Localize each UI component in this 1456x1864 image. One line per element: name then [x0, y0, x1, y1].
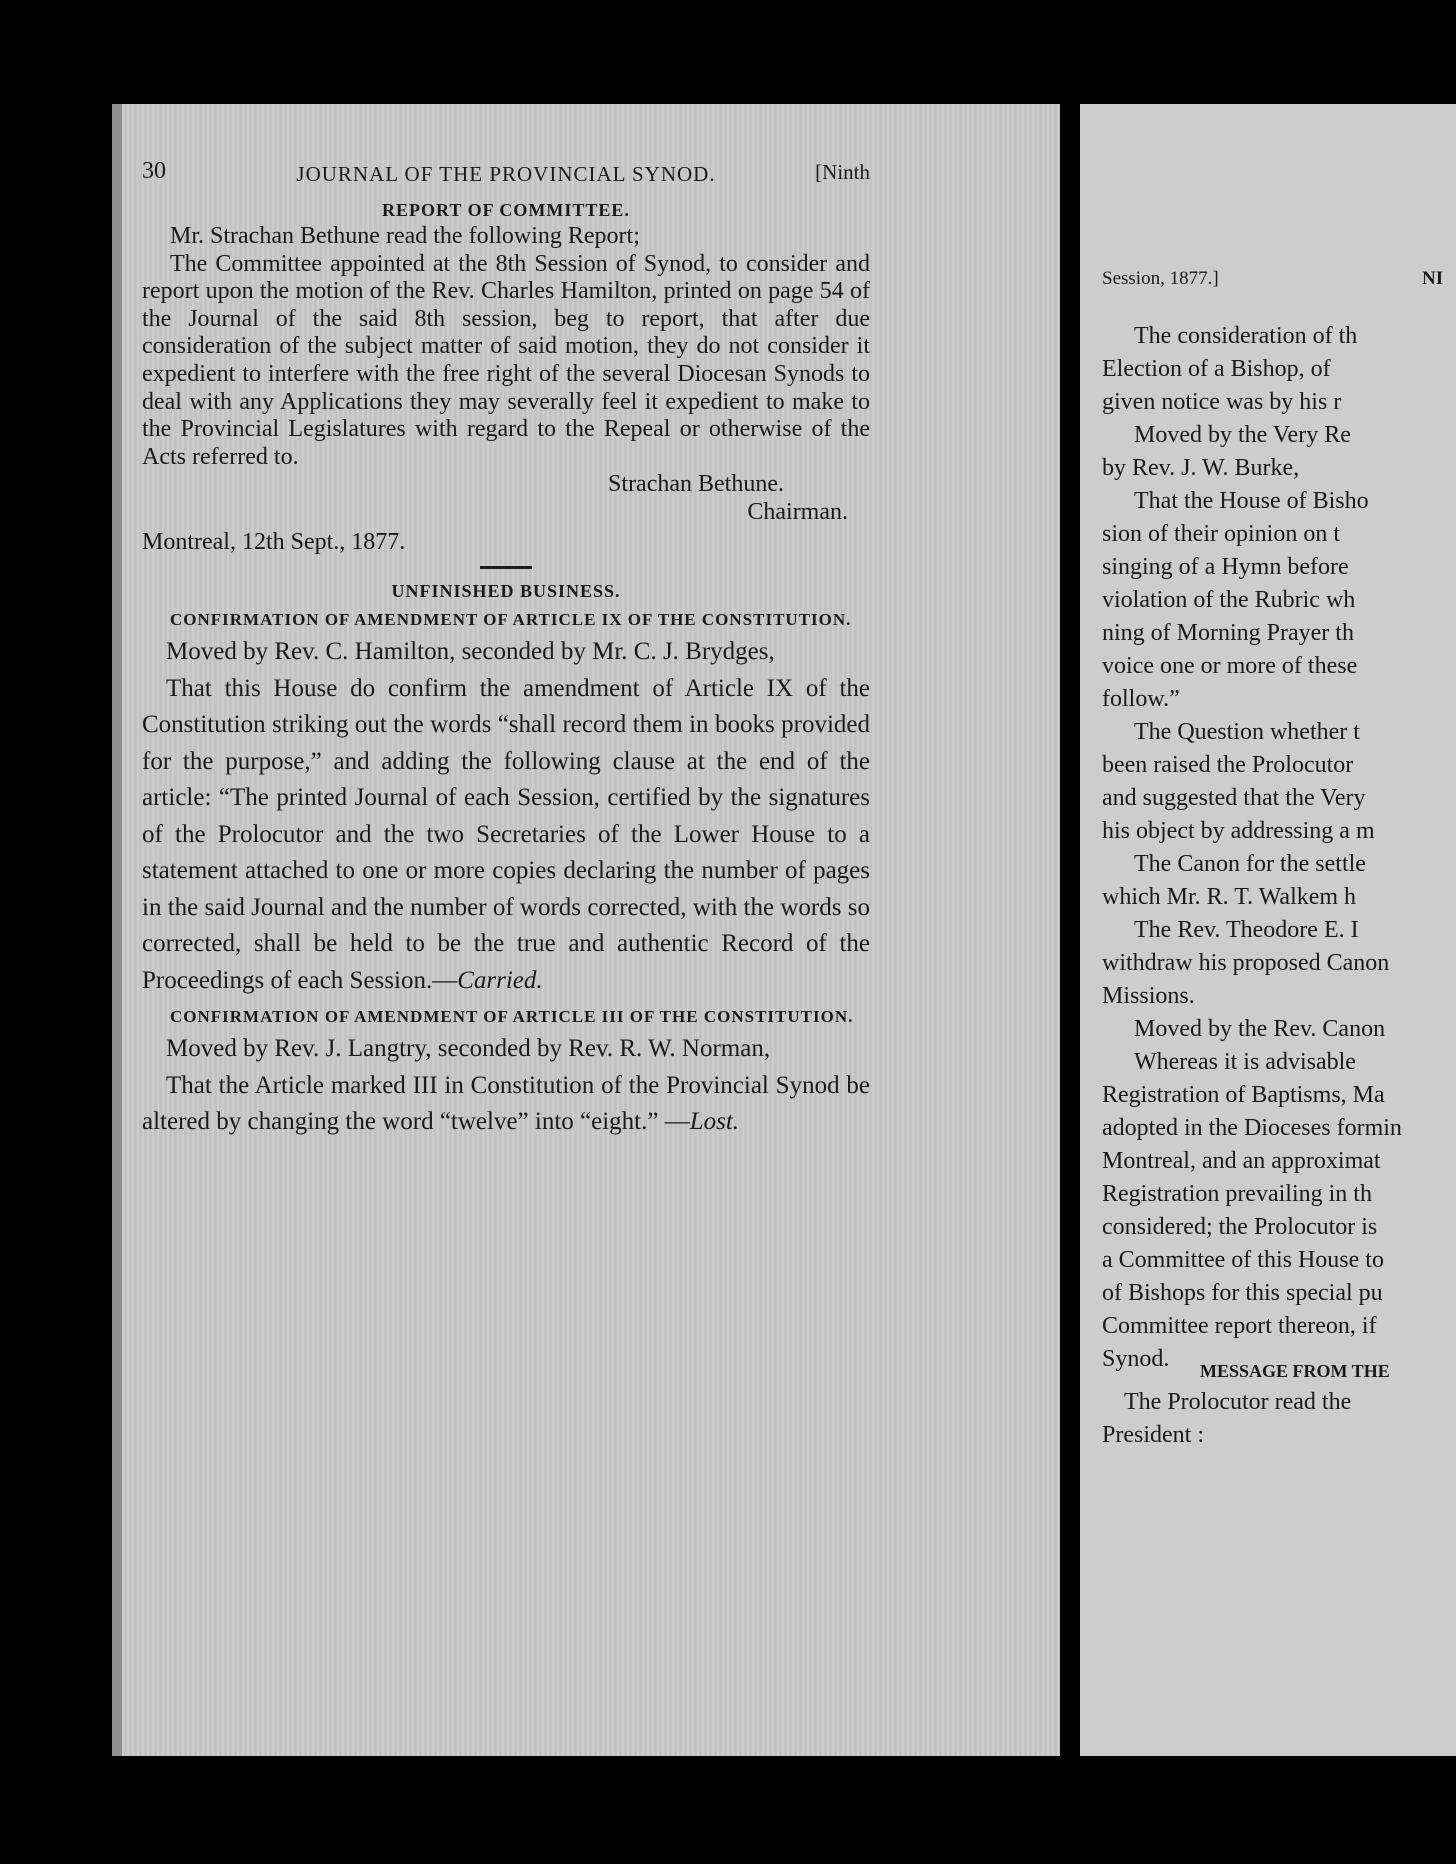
right-running-header — [1102, 262, 1442, 295]
right-body-line: a Committee of this House to — [1102, 1247, 1384, 1273]
result-ix: Carried. — [457, 966, 543, 994]
right-body-line: adopted in the Dioceses formin — [1102, 1115, 1402, 1141]
right-body-line: follow.” — [1102, 686, 1180, 712]
unfinished-business-heading: UNFINISHED BUSINESS. — [391, 581, 621, 602]
right-body-line: Synod. — [1102, 1346, 1170, 1372]
right-body-line: Registration of Baptisms, Ma — [1102, 1082, 1385, 1108]
signature-title: Chairman. — [747, 498, 848, 525]
right-body-line: his object by addressing a m — [1102, 818, 1375, 844]
right-page — [1080, 104, 1456, 1756]
right-running-right: NI — [1422, 268, 1444, 289]
confirmation-ix-heading: CONFIRMATION OF AMENDMENT OF ARTICLE IX OF THE CONSTITUTION. — [170, 610, 852, 630]
right-running-left: Session, 1877.] — [1102, 268, 1219, 289]
right-message-heading — [1200, 1354, 1456, 1388]
message-heading: MESSAGE FROM THE — [1200, 1361, 1390, 1381]
right-message — [1102, 1386, 1456, 1452]
report-section — [142, 200, 870, 1141]
right-body-line: Montreal, and an approximat — [1102, 1148, 1381, 1174]
body-iii-text: That the Article marked III in Constitution of the Provincial Synod be altered by changing the word “twelve” into “eight.” — — [142, 1071, 870, 1136]
confirmation-iii-heading: CONFIRMATION OF AMENDMENT OF ARTICLE III OF THE CONSTITUTION. — [170, 1007, 854, 1027]
right-body-line: The Rev. Theodore E. I — [1134, 917, 1359, 943]
right-body-line: Election of a Bishop, of — [1102, 356, 1331, 382]
right-body-line: of Bishops for this special pu — [1102, 1280, 1383, 1306]
right-body-line: Missions. — [1102, 983, 1195, 1009]
right-body-line: considered; the Prolocutor is — [1102, 1214, 1378, 1240]
running-section: [Ninth — [815, 160, 870, 184]
right-body-line: Registration prevailing in th — [1102, 1181, 1372, 1207]
message-line-2: President : — [1102, 1422, 1204, 1448]
right-body-lines — [1102, 320, 1456, 1376]
running-title: JOURNAL OF THE PROVINCIAL SYNOD. — [296, 162, 716, 186]
right-body-line: Moved by the Very Re — [1134, 422, 1351, 448]
right-body-line: The Canon for the settle — [1134, 851, 1366, 877]
body-ix — [142, 671, 870, 1000]
page-spine-shadow — [112, 104, 122, 1756]
right-body-line: Moved by the Rev. Canon — [1134, 1016, 1386, 1042]
right-body-line: which Mr. R. T. Walkem h — [1102, 884, 1357, 910]
right-body-line: by Rev. J. W. Burke, — [1102, 455, 1300, 481]
motion-ix: Moved by Rev. C. Hamilton, seconded by Mr. C. J. Brydges, — [166, 638, 775, 666]
right-body-line: singing of a Hymn before — [1102, 554, 1349, 580]
right-body-line: Committee report thereon, if — [1102, 1313, 1377, 1339]
motion-iii: Moved by Rev. J. Langtry, seconded by Rev. R. W. Norman, — [166, 1035, 771, 1063]
report-intro: Mr. Strachan Bethune read the following Report; — [170, 223, 640, 249]
right-body-line: The consideration of th — [1134, 323, 1358, 349]
running-header — [142, 158, 870, 188]
right-body-line: and suggested that the Very — [1102, 785, 1366, 811]
right-body-line: violation of the Rubric wh — [1102, 587, 1356, 613]
body-ix-text: That this House do confirm the amendment of Article IX of the Constitution striking out the words “shall record them in books provided for the purpose,” and adding the following clause at the end of the article: “The printed Journal of each Session, certified by the signatures of the Prolocutor and the two Secretaries of the Lower House to a statement attached to one or more copies declaring the number of pages in the said Journal and the number of words corrected, with the words so corrected, shall be held to be the true and authentic Record of the Proceedings of each Session.— — [142, 674, 870, 994]
report-body: The Committee appointed at the 8th Session of Synod, to consider and report upon the motion of the Rev. Charles Hamilton, printed on page 54 of the Journal of the said 8th session, beg to report, that after due consideration of the subject matter of said motion, they do not consider it expedient to interfere with the free right of the several Diocesan Synods to deal with any Applications they may severally feel it expedient to make to the Provincial Legislatures with regard to the Repeal or otherwise of the Acts referred to. — [142, 250, 870, 470]
signature-name: Strachan Bethune. — [608, 471, 784, 498]
right-body-line: been raised the Prolocutor — [1102, 752, 1354, 778]
right-body-line: That the House of Bisho — [1134, 488, 1369, 514]
message-line-1: The Prolocutor read the — [1124, 1389, 1352, 1415]
right-body-line: voice one or more of these — [1102, 653, 1358, 679]
report-heading: REPORT OF COMMITTEE. — [382, 200, 630, 220]
body-iii — [142, 1068, 870, 1141]
result-iii: Lost. — [689, 1108, 740, 1136]
section-rule — [480, 566, 532, 569]
right-body-line: ning of Morning Prayer th — [1102, 620, 1354, 646]
right-body-line: withdraw his proposed Canon — [1102, 950, 1390, 976]
right-body-line: sion of their opinion on t — [1102, 521, 1340, 547]
right-body-line: The Question whether t — [1134, 719, 1360, 745]
right-body-line: given notice was by his r — [1102, 389, 1342, 415]
right-body-line: Whereas it is advisable — [1134, 1049, 1356, 1075]
place-date: Montreal, 12th Sept., 1877. — [142, 528, 406, 555]
page-number: 30 — [142, 158, 166, 184]
